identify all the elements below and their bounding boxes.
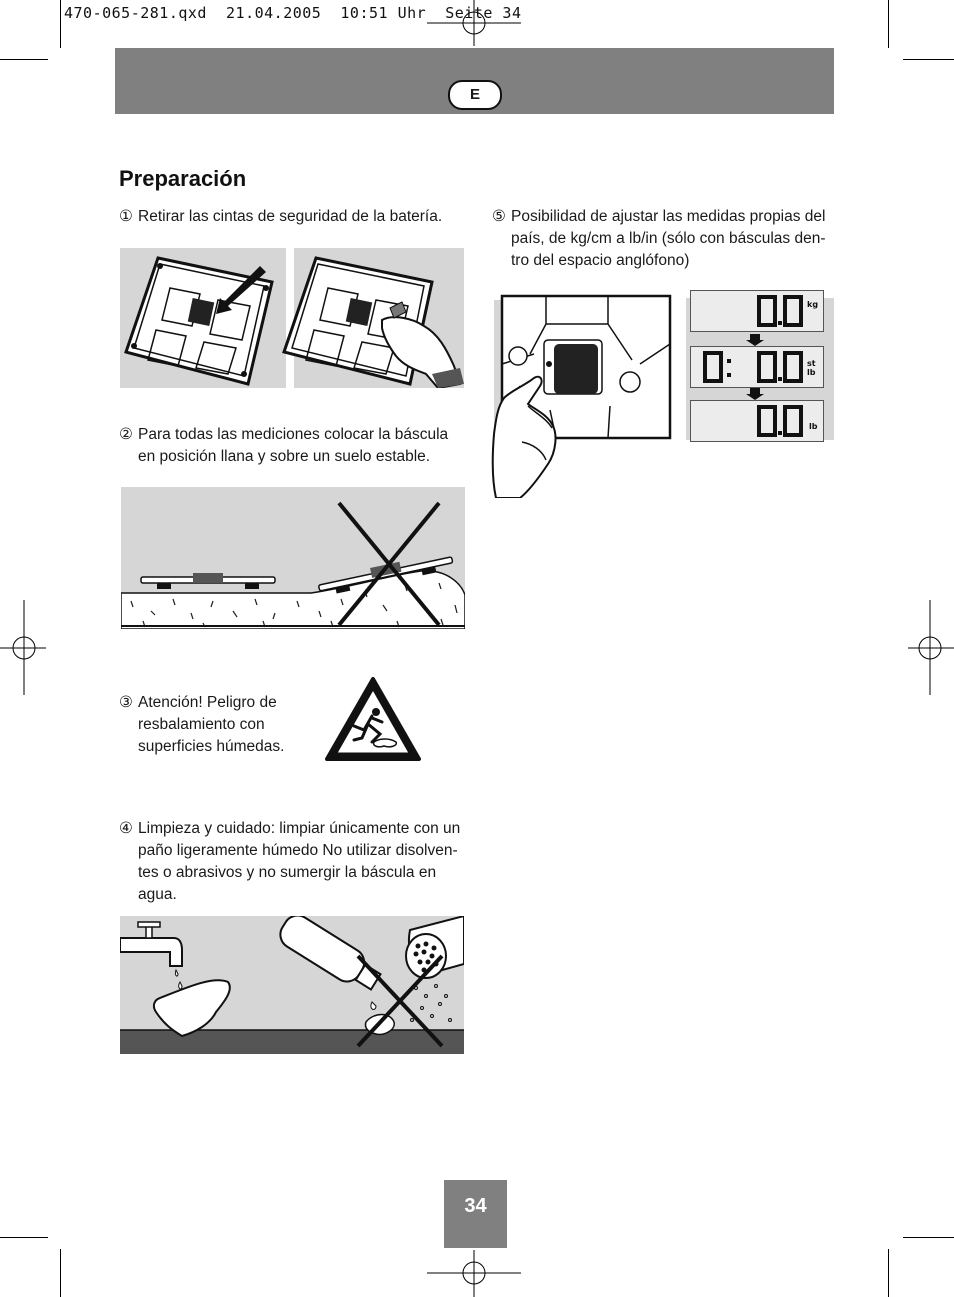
step-number: ② xyxy=(119,426,133,443)
step-text: Limpieza y cuidado: limpiar únicamente con un paño ligeramente húmedo No utilizar disolventes o abrasivos y no sumergir la báscula en agua. xyxy=(138,820,461,903)
unit-switch-illustration xyxy=(490,294,672,498)
unit-label: st lb xyxy=(807,359,816,377)
stable-floor-illustration xyxy=(121,487,465,629)
lcd-digits xyxy=(691,291,823,331)
step-4 xyxy=(119,818,467,906)
step-text: Posibilidad de ajustar las medidas propias del país, de kg/cm a lb/in (sólo con básculas dentro del espacio anglófono) xyxy=(511,208,826,269)
cleaning-illustration xyxy=(120,916,464,1054)
file-slug-line: 470-065-281.qxd 21.04.2005 10:51 Uhr Seite 34 xyxy=(64,4,522,22)
lcd-display-kg xyxy=(690,290,824,332)
section-title: Preparación xyxy=(119,166,247,191)
lcd-digits xyxy=(691,401,823,441)
lcd-display-lb xyxy=(690,400,824,442)
language-badge: E xyxy=(448,80,502,110)
step-text: Atención! Peligro de resbalamiento con superficies húmedas. xyxy=(138,694,285,755)
step-3 xyxy=(119,692,299,758)
unit-label: kg xyxy=(807,300,819,309)
slippery-warning-icon xyxy=(324,676,422,762)
step-2 xyxy=(119,424,467,468)
battery-strip-illustration xyxy=(120,248,464,388)
lcd-digits xyxy=(691,347,823,387)
step-1 xyxy=(119,206,479,228)
step-text: Para todas las mediciones colocar la báscula en posición llana y sobre un suelo estable. xyxy=(138,426,449,465)
step-number: ⑤ xyxy=(492,208,506,225)
step-text: Retirar las cintas de seguridad de la batería. xyxy=(138,208,443,225)
step-number: ④ xyxy=(119,820,133,837)
unit-label: lb xyxy=(809,422,818,431)
step-5 xyxy=(492,206,832,272)
step-number: ③ xyxy=(119,694,133,711)
page-number: 34 xyxy=(444,1180,507,1248)
step-number: ① xyxy=(119,208,133,225)
lcd-display-st-lb xyxy=(690,346,824,388)
